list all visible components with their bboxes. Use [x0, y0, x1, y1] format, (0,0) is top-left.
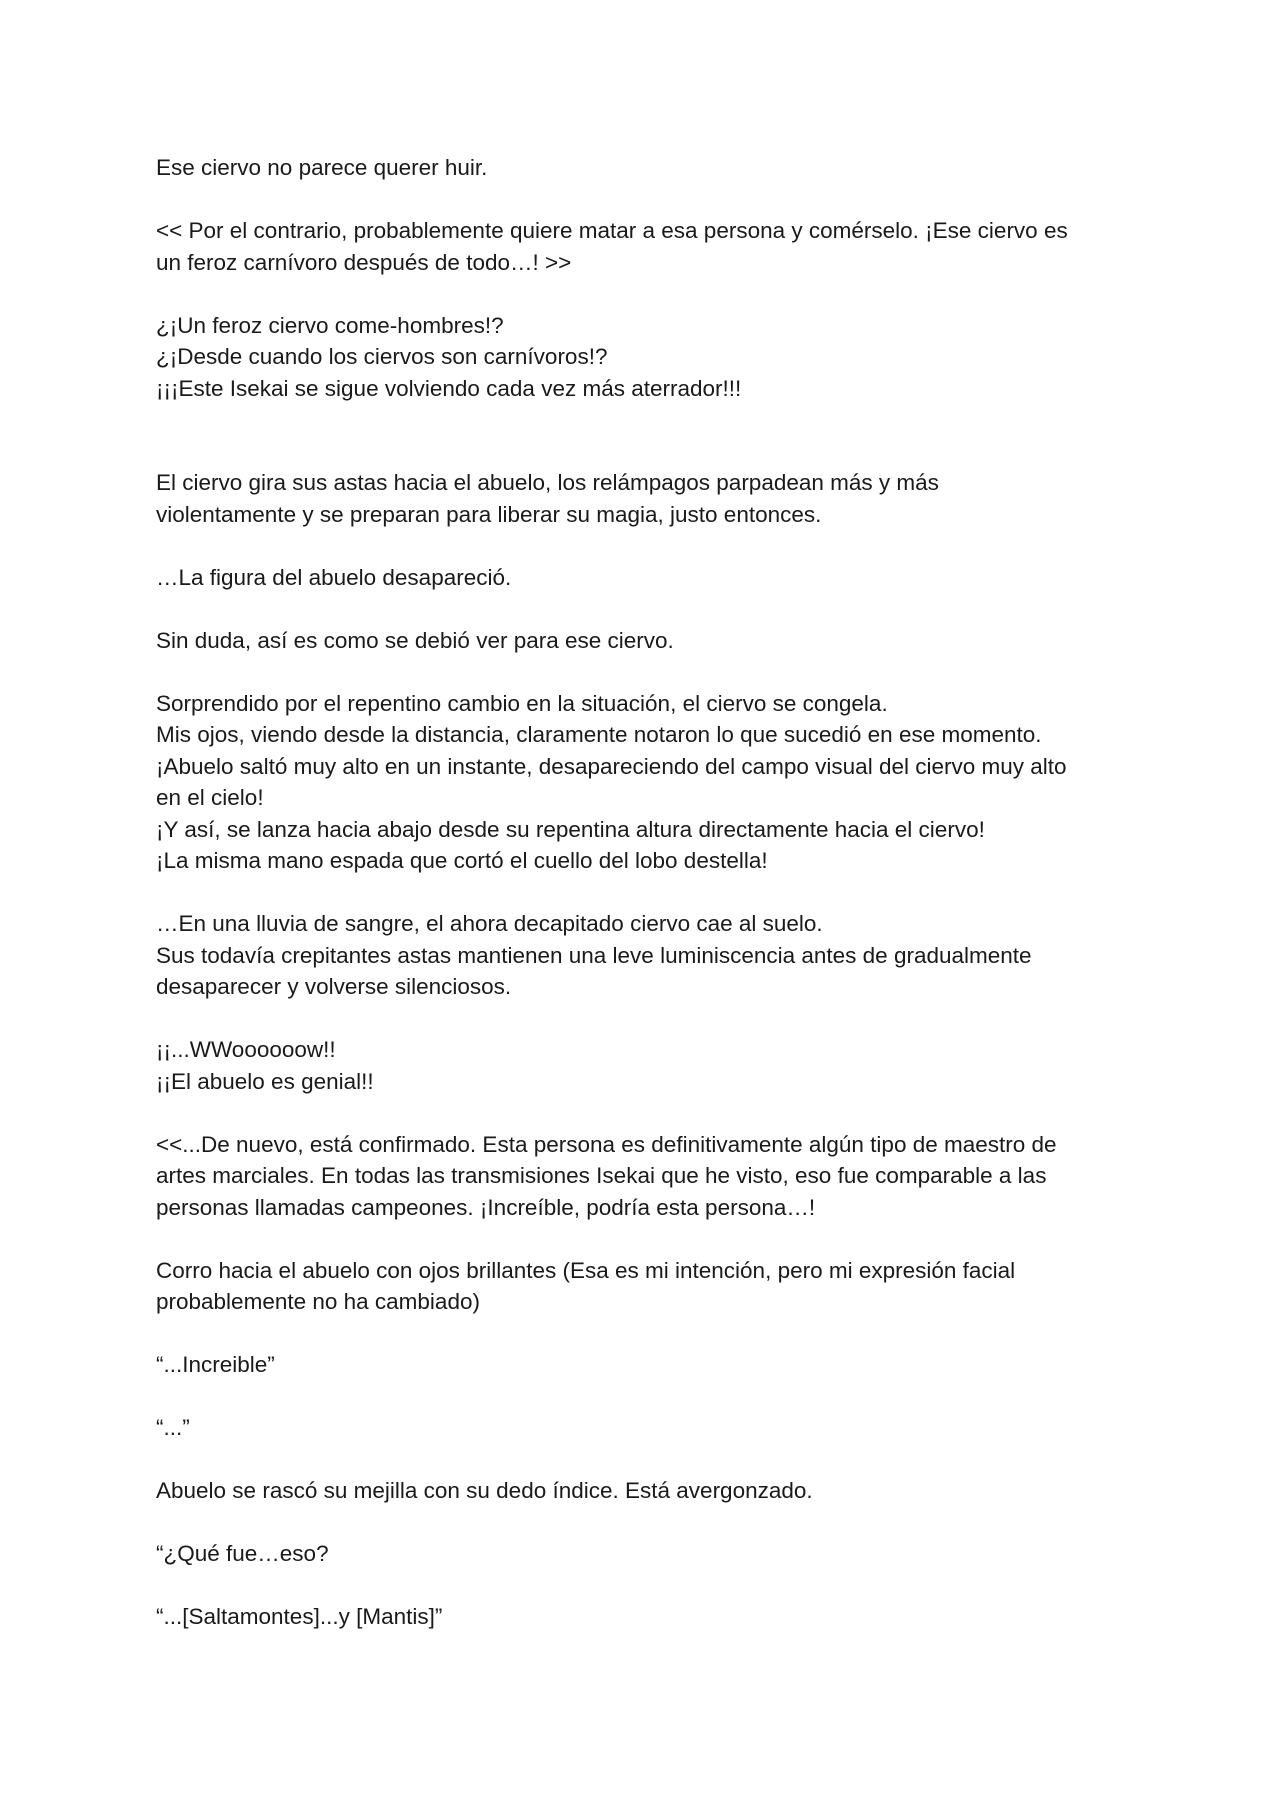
- text-line: Corro hacia el abuelo con ojos brillantes (Esa es mi intención, pero mi expresión facial: [156, 1257, 1016, 1283]
- dialogue-line: [156, 1538, 1136, 1570]
- text-line: ¡La misma mano espada que cortó el cuello del lobo destella!: [156, 848, 768, 873]
- paragraph: [156, 152, 1136, 184]
- text-line: <<...De nuevo, está confirmado. Esta persona es definitivamente algún tipo de maestro de: [156, 1131, 1057, 1157]
- text-line: “¿Qué fue…eso?: [156, 1541, 329, 1566]
- text-line: un feroz carnívoro después de todo…! >>: [156, 249, 572, 275]
- paragraph: [156, 310, 1136, 405]
- text-line: probablemente no ha cambiado): [156, 1289, 480, 1314]
- text-line: Sin duda, así es como se debió ver para ese ciervo.: [156, 627, 674, 653]
- text-line: Abuelo se rascó su mejilla con su dedo índice. Está avergonzado.: [156, 1478, 813, 1503]
- text-line: ¡Y así, se lanza hacia abajo desde su repentina altura directamente hacia el ciervo!: [156, 816, 985, 842]
- paragraph: [156, 1475, 1136, 1507]
- text-line: …En una lluvia de sangre, el ahora decapitado ciervo cae al suelo.: [156, 911, 823, 936]
- dialogue-line: [156, 1601, 1136, 1633]
- text-line: personas llamadas campeones. ¡Increíble, podría esta persona…!: [156, 1194, 816, 1220]
- dialogue-line: [156, 1349, 1136, 1381]
- text-line: El ciervo gira sus astas hacia el abuelo, los relámpagos parpadean más y más: [156, 470, 939, 495]
- text-line: “...”: [156, 1415, 190, 1440]
- paragraph: [156, 562, 1136, 594]
- paragraph: [156, 467, 1136, 530]
- text-line: “...Increible”: [156, 1352, 275, 1377]
- text-line: ¡Abuelo saltó muy alto en un instante, desapareciendo del campo visual del ciervo muy alto: [156, 753, 1067, 779]
- document-body: [156, 152, 1136, 1664]
- text-line: desaparecer y volverse silenciosos.: [156, 974, 512, 999]
- text-line: ¡¡¡Este Isekai se sigue volviendo cada vez más aterrador!!!: [156, 375, 742, 401]
- text-line: Ese ciervo no parece querer huir.: [156, 155, 488, 180]
- paragraph: [156, 688, 1136, 877]
- paragraph: [156, 1255, 1136, 1318]
- text-line: en el cielo!: [156, 785, 264, 810]
- paragraph: [156, 215, 1136, 278]
- text-line: << Por el contrario, probablemente quiere matar a esa persona y comérselo. ¡Ese ciervo es: [156, 218, 1068, 243]
- text-line: violentamente y se preparan para liberar su magia, justo entonces.: [156, 501, 822, 527]
- paragraph: [156, 1129, 1136, 1224]
- text-line: ¿¡Un feroz ciervo come-hombres!?: [156, 312, 504, 338]
- text-line: Sorprendido por el repentino cambio en la situación, el ciervo se congela.: [156, 690, 888, 716]
- text-line: ¿¡Desde cuando los ciervos son carnívoros!?: [156, 344, 608, 369]
- paragraph: [156, 625, 1136, 657]
- text-line: Sus todavía crepitantes astas mantienen una leve luminiscencia antes de gradualmente: [156, 942, 1032, 968]
- text-line: ¡¡El abuelo es genial!!: [156, 1068, 374, 1094]
- paragraph: [156, 1034, 1136, 1097]
- dialogue-line: [156, 1412, 1136, 1444]
- text-line: Mis ojos, viendo desde la distancia, claramente notaron lo que sucedió en ese momento.: [156, 722, 1042, 747]
- text-line: ¡¡...WWoooooow!!: [156, 1037, 336, 1062]
- paragraph: [156, 908, 1136, 1003]
- text-line: artes marciales. En todas las transmisiones Isekai que he visto, eso fue comparable a las: [156, 1163, 1047, 1188]
- text-line: “...[Saltamontes]...y [Mantis]”: [156, 1604, 443, 1629]
- text-line: …La figura del abuelo desapareció.: [156, 564, 512, 590]
